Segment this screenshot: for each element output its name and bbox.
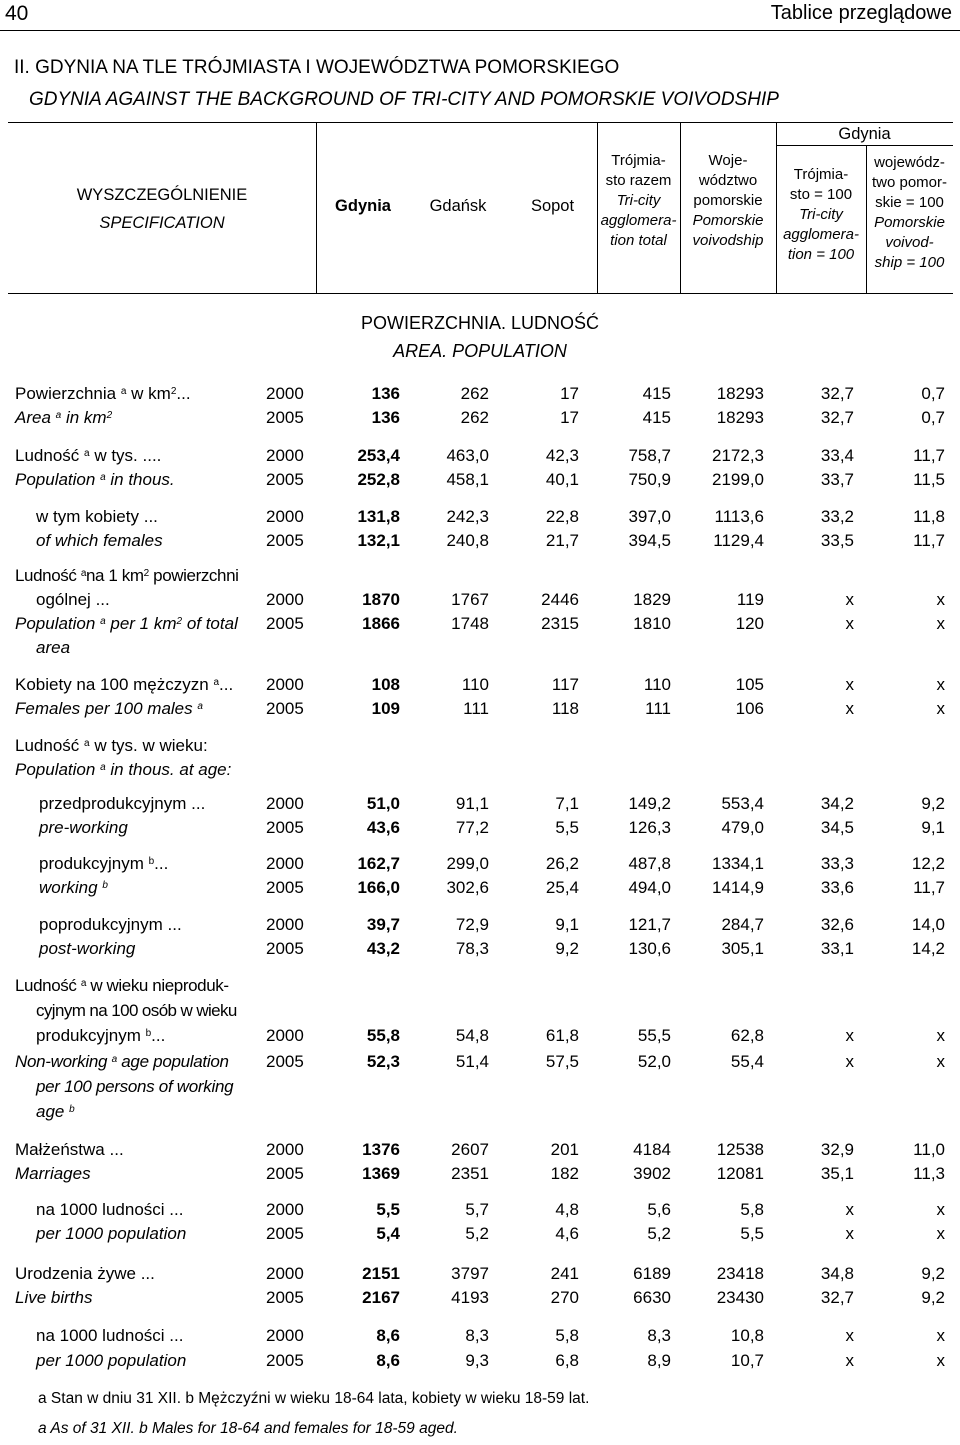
cell-sopot: 9,1 xyxy=(555,915,579,934)
cell-gdynia: 132,1 xyxy=(357,531,400,550)
cell-gdansk: 2607 xyxy=(451,1140,489,1159)
header-gdynia-voivodship-index: wojewódz- two pomor- skie = 100 Pomorskie voivod- ship = 100 xyxy=(871,154,948,271)
label-births-en: Live births xyxy=(15,1288,93,1307)
cell-gdansk: 9,3 xyxy=(465,1351,489,1370)
cell-tricity-total: 8,9 xyxy=(647,1351,671,1370)
label-births-pl: Urodzenia żywe ... xyxy=(15,1264,155,1283)
row-year: 2005 xyxy=(266,699,304,718)
label-working-pl: produkcyjnym $^b$... xyxy=(39,854,169,873)
label-density-en-1: Population $^a$ per 1 $km^2$ of total xyxy=(15,614,238,633)
label-postworking-en: post-working xyxy=(39,939,136,958)
cell-gdynia: 136 xyxy=(371,408,400,427)
cell-tricity-total: 111 xyxy=(645,699,671,718)
table-row xyxy=(0,1162,960,1186)
cell-tricity-total: 4184 xyxy=(633,1140,671,1159)
label-density-pl-1: Ludność $^a$na 1 $km^2$ powierzchni xyxy=(15,566,239,585)
cell-sopot: 17 xyxy=(560,384,579,403)
header-gdynia-group: Gdynia xyxy=(838,125,891,143)
cell-gdansk: 91,1 xyxy=(455,794,489,813)
cell-sopot: 270 xyxy=(550,1288,579,1307)
cell-gdynia-tricity-index: x xyxy=(845,699,854,718)
cell-gdynia-voivodship-index: x xyxy=(936,675,945,694)
label-age-pl: Ludność $^a$ w tys. w wieku: xyxy=(15,736,208,755)
cell-sopot: 40,1 xyxy=(545,470,579,489)
cell-gdynia: 252,8 xyxy=(357,470,400,489)
row-year: 2005 xyxy=(266,939,304,958)
cell-gdynia-tricity-index: 33,1 xyxy=(820,939,854,958)
cell-gdansk: 242,3 xyxy=(446,507,489,526)
row-year: 2005 xyxy=(266,1288,304,1307)
cell-voivodship: 1414,9 xyxy=(712,878,764,897)
row-year: 2000 xyxy=(266,1140,304,1159)
label-marriages-per1000-pl: na 1000 ludności ... xyxy=(36,1200,184,1219)
row-year: 2000 xyxy=(266,384,304,403)
header-sopot: Sopot xyxy=(530,197,575,215)
label-age-en: Population $^a$ in thous. at age: xyxy=(15,760,232,779)
cell-tricity-total: 1810 xyxy=(633,614,671,633)
cell-gdynia-tricity-index: 32,9 xyxy=(820,1140,854,1159)
cell-voivodship: 23418 xyxy=(716,1264,764,1283)
table-row xyxy=(0,382,960,406)
cell-sopot: 2315 xyxy=(541,614,579,633)
cell-gdansk: 51,4 xyxy=(455,1052,489,1071)
label-population-en: Population $^a$ in thous. xyxy=(15,470,175,489)
cell-tricity-total: 494,0 xyxy=(628,878,671,897)
cell-tricity-total: 130,6 xyxy=(628,939,671,958)
cell-gdansk: 1748 xyxy=(451,614,489,633)
cell-gdynia-tricity-index: 34,8 xyxy=(820,1264,854,1283)
cell-gdynia-tricity-index: 33,7 xyxy=(820,470,854,489)
cell-sopot: 61,8 xyxy=(545,1026,579,1045)
label-area-pl: Powierzchnia $^a$ w $km^2$... xyxy=(15,384,191,403)
cell-gdansk: 262 xyxy=(460,384,489,403)
cell-voivodship: 5,8 xyxy=(740,1200,764,1219)
label-preworking-en: pre-working xyxy=(39,818,128,837)
cell-sopot: 118 xyxy=(551,699,579,718)
label-dependency-pl-2: cyjnym na 100 osób w wieku xyxy=(36,1001,237,1020)
table-row xyxy=(0,816,960,840)
cell-gdynia-voivodship-index: 9,2 xyxy=(921,794,945,813)
label-ratio-en: Females per 100 males $^a$ xyxy=(15,699,203,718)
row-year: 2005 xyxy=(266,1351,304,1370)
cell-tricity-total: 758,7 xyxy=(628,446,671,465)
table-row xyxy=(0,1222,960,1246)
cell-gdynia-voivodship-index: 9,2 xyxy=(921,1288,945,1307)
cell-gdynia-voivodship-index: 0,7 xyxy=(921,384,945,403)
cell-sopot: 7,1 xyxy=(555,794,579,813)
cell-tricity-total: 394,5 xyxy=(628,531,671,550)
cell-sopot: 17 xyxy=(560,408,579,427)
cell-gdynia: 8,6 xyxy=(376,1326,400,1345)
row-year: 2005 xyxy=(266,614,304,633)
cell-sopot: 5,5 xyxy=(555,818,579,837)
row-year: 2005 xyxy=(266,531,304,550)
row-year: 2000 xyxy=(266,854,304,873)
row-year: 2005 xyxy=(266,1164,304,1183)
row-year: 2005 xyxy=(266,1224,304,1243)
cell-tricity-total: 149,2 xyxy=(628,794,671,813)
row-year: 2000 xyxy=(266,675,304,694)
cell-gdynia: 39,7 xyxy=(366,915,400,934)
cell-sopot: 9,2 xyxy=(555,939,579,958)
cell-gdynia-voivodship-index: x xyxy=(936,1224,945,1243)
label-density-en-2: area xyxy=(36,638,71,657)
cell-voivodship: 55,4 xyxy=(730,1052,764,1071)
header-gdynia: Gdynia xyxy=(335,197,391,215)
cell-gdynia: 8,6 xyxy=(376,1351,400,1370)
running-header: Tablice przeglądowe xyxy=(770,2,952,24)
cell-gdansk: 54,8 xyxy=(455,1026,489,1045)
header-specification: WYSZCZEGÓLNIENIE SPECIFICATION xyxy=(76,186,248,232)
cell-sopot: 201 xyxy=(550,1140,579,1159)
cell-gdynia-voivodship-index: 11,3 xyxy=(913,1164,945,1183)
page-header-bar xyxy=(0,0,960,31)
cell-gdansk: 4193 xyxy=(451,1288,489,1307)
cell-sopot: 2446 xyxy=(541,590,579,609)
cell-voivodship: 5,5 xyxy=(740,1224,764,1243)
label-dependency-pl-3: produkcyjnym $^b$... xyxy=(36,1026,166,1045)
label-dependency-en-3: age $^b$ xyxy=(36,1102,75,1121)
label-density-pl-2: ogólnej ... xyxy=(36,590,110,609)
cell-gdynia: 109 xyxy=(371,699,400,718)
row-year: 2000 xyxy=(266,507,304,526)
row-year: 2005 xyxy=(266,1052,304,1071)
cell-gdynia-tricity-index: x xyxy=(845,614,854,633)
row-year: 2000 xyxy=(266,1264,304,1283)
row-year: 2000 xyxy=(266,590,304,609)
label-dependency-pl-1: Ludność $^a$ w wieku nieproduk- xyxy=(15,976,229,995)
cell-voivodship: 120 xyxy=(735,614,764,633)
cell-gdynia: 51,0 xyxy=(366,794,400,813)
cell-sopot: 22,8 xyxy=(545,507,579,526)
row-year: 2005 xyxy=(266,818,304,837)
label-dependency-en-2: per 100 persons of working xyxy=(36,1077,234,1096)
row-year: 2000 xyxy=(266,446,304,465)
cell-gdynia-tricity-index: x xyxy=(845,1052,854,1071)
cell-tricity-total: 487,8 xyxy=(628,854,671,873)
table-row xyxy=(0,1286,960,1310)
cell-gdynia-tricity-index: 32,7 xyxy=(820,384,854,403)
cell-gdynia-voivodship-index: 11,0 xyxy=(913,1140,945,1159)
table-title-en: GDYNIA AGAINST THE BACKGROUND OF TRI-CITY AND POMORSKIE VOIVODSHIP xyxy=(29,89,779,110)
cell-voivodship: 106 xyxy=(735,699,764,718)
cell-gdansk: 240,8 xyxy=(446,531,489,550)
cell-voivodship: 2199,0 xyxy=(712,470,764,489)
cell-gdynia-voivodship-index: 12,2 xyxy=(911,854,945,873)
cell-gdynia-voivodship-index: x xyxy=(936,699,945,718)
table-title-pl: II. GDYNIA NA TLE TRÓJMIASTA I WOJEWÓDZTWA POMORSKIEGO xyxy=(14,57,620,78)
table-row xyxy=(0,1262,960,1286)
cell-gdynia-tricity-index: x xyxy=(845,675,854,694)
footnote-en: a As of 31 XII. b Males for 18-64 and females for 18-59 aged. xyxy=(38,1420,458,1437)
table-row xyxy=(0,1349,960,1373)
label-dependency-en-1: Non-working $^a$ age population xyxy=(15,1052,229,1071)
cell-sopot: 25,4 xyxy=(545,878,579,897)
table-row xyxy=(0,529,960,553)
table-row xyxy=(0,673,960,697)
cell-tricity-total: 415 xyxy=(642,408,671,427)
cell-sopot: 57,5 xyxy=(545,1052,579,1071)
row-year: 2000 xyxy=(266,1326,304,1345)
cell-tricity-total: 126,3 xyxy=(628,818,671,837)
label-area-en: Area $^a$ in $km^2$ xyxy=(15,408,113,427)
table-row xyxy=(0,406,960,430)
cell-voivodship: 1113,6 xyxy=(714,507,764,526)
cell-gdynia-voivodship-index: x xyxy=(936,590,945,609)
cell-gdynia-voivodship-index: 0,7 xyxy=(921,408,945,427)
cell-gdynia: 1376 xyxy=(362,1140,400,1159)
cell-gdansk: 3797 xyxy=(451,1264,489,1283)
cell-tricity-total: 121,7 xyxy=(628,915,671,934)
cell-gdynia-tricity-index: x xyxy=(845,590,854,609)
cell-gdansk: 458,1 xyxy=(446,470,489,489)
cell-sopot: 26,2 xyxy=(545,854,579,873)
table-row xyxy=(0,1324,960,1348)
cell-voivodship: 62,8 xyxy=(730,1026,764,1045)
label-population-pl: Ludność $^a$ w tys. .... xyxy=(15,446,162,465)
cell-gdynia-tricity-index: 32,6 xyxy=(820,915,854,934)
cell-gdynia-tricity-index: 33,5 xyxy=(820,531,854,550)
cell-voivodship: 10,7 xyxy=(730,1351,764,1370)
cell-gdynia-voivodship-index: 11,7 xyxy=(913,878,945,897)
cell-gdynia: 162,7 xyxy=(357,854,400,873)
cell-tricity-total: 1829 xyxy=(633,590,671,609)
cell-gdynia-tricity-index: 33,6 xyxy=(820,878,854,897)
cell-voivodship: 12538 xyxy=(716,1140,764,1159)
table-row xyxy=(0,876,960,900)
cell-gdynia: 253,4 xyxy=(357,446,400,465)
row-year: 2000 xyxy=(266,1026,304,1045)
table-row xyxy=(0,468,960,492)
cell-gdynia-voivodship-index: 9,1 xyxy=(921,818,945,837)
cell-tricity-total: 5,2 xyxy=(647,1224,671,1243)
cell-gdynia-voivodship-index: 11,7 xyxy=(913,446,945,465)
cell-sopot: 21,7 xyxy=(545,531,579,550)
label-ratio-pl: Kobiety na 100 mężczyzn $^a$... xyxy=(15,675,234,694)
cell-gdynia: 43,6 xyxy=(366,818,400,837)
cell-gdansk: 5,2 xyxy=(465,1224,489,1243)
cell-gdynia-voivodship-index: 11,5 xyxy=(913,470,945,489)
section-heading: POWIERZCHNIA. LUDNOŚĆ AREA. POPULATION xyxy=(360,313,600,361)
cell-sopot: 6,8 xyxy=(555,1351,579,1370)
label-working-en: working $^b$ xyxy=(39,878,108,897)
label-births-per1000-pl: na 1000 ludności ... xyxy=(36,1326,184,1345)
cell-tricity-total: 6630 xyxy=(633,1288,671,1307)
cell-gdynia-voivodship-index: 9,2 xyxy=(921,1264,945,1283)
table-row xyxy=(0,913,960,937)
cell-voivodship: 305,1 xyxy=(721,939,764,958)
cell-gdynia: 136 xyxy=(371,384,400,403)
cell-gdynia: 1866 xyxy=(362,614,400,633)
cell-gdansk: 262 xyxy=(460,408,489,427)
header-voivodship: Woje- wództwo pomorskie Pomorskie voivodship xyxy=(692,152,764,249)
cell-voivodship: 2172,3 xyxy=(712,446,764,465)
row-year: 2005 xyxy=(266,408,304,427)
cell-gdynia-tricity-index: x xyxy=(845,1326,854,1345)
label-marriages-en: Marriages xyxy=(15,1164,91,1183)
cell-gdansk: 463,0 xyxy=(446,446,489,465)
cell-voivodship: 1129,4 xyxy=(713,531,764,550)
cell-tricity-total: 55,5 xyxy=(637,1026,671,1045)
table-row xyxy=(0,588,960,612)
cell-sopot: 182 xyxy=(550,1164,579,1183)
cell-gdynia-voivodship-index: 11,8 xyxy=(913,507,945,526)
row-year: 2000 xyxy=(266,915,304,934)
cell-sopot: 4,8 xyxy=(555,1200,579,1219)
table-row xyxy=(0,937,960,961)
table-header xyxy=(8,122,953,294)
table-row xyxy=(0,1024,960,1048)
cell-gdynia: 43,2 xyxy=(366,939,400,958)
cell-gdynia-voivodship-index: 14,0 xyxy=(911,915,945,934)
cell-sopot: 241 xyxy=(550,1264,579,1283)
cell-gdynia-tricity-index: 35,1 xyxy=(820,1164,854,1183)
cell-voivodship: 18293 xyxy=(716,408,764,427)
cell-gdynia-tricity-index: 33,4 xyxy=(820,446,854,465)
cell-gdynia-voivodship-index: 11,7 xyxy=(913,531,945,550)
cell-gdansk: 302,6 xyxy=(446,878,489,897)
cell-tricity-total: 750,9 xyxy=(628,470,671,489)
cell-gdynia-tricity-index: x xyxy=(845,1026,854,1045)
label-postworking-pl: poprodukcyjnym ... xyxy=(39,915,182,934)
cell-gdynia-tricity-index: 32,7 xyxy=(820,408,854,427)
cell-voivodship: 479,0 xyxy=(721,818,764,837)
cell-gdynia: 5,5 xyxy=(376,1200,400,1219)
cell-tricity-total: 8,3 xyxy=(647,1326,671,1345)
cell-gdansk: 72,9 xyxy=(455,915,489,934)
table-row xyxy=(0,505,960,529)
table-row xyxy=(0,852,960,876)
cell-gdansk: 8,3 xyxy=(465,1326,489,1345)
cell-sopot: 42,3 xyxy=(545,446,579,465)
cell-gdynia-voivodship-index: x xyxy=(936,1200,945,1219)
cell-gdynia-voivodship-index: x xyxy=(936,1026,945,1045)
cell-gdynia: 2151 xyxy=(362,1264,400,1283)
cell-tricity-total: 415 xyxy=(642,384,671,403)
table-row xyxy=(0,612,960,636)
cell-sopot: 4,6 xyxy=(555,1224,579,1243)
table-row xyxy=(0,792,960,816)
cell-gdynia-tricity-index: x xyxy=(845,1224,854,1243)
row-year: 2000 xyxy=(266,794,304,813)
cell-voivodship: 18293 xyxy=(716,384,764,403)
header-tricity-total: Trójmia- sto razem Tri-city agglomera- tion total xyxy=(600,152,677,249)
footnote-pl: a Stan w dniu 31 XII. b Mężczyźni w wieku 18-64 lata, kobiety w wieku 18-59 lat. xyxy=(38,1390,590,1407)
cell-gdynia-voivodship-index: x xyxy=(936,1351,945,1370)
cell-gdansk: 77,2 xyxy=(455,818,489,837)
cell-gdynia: 131,8 xyxy=(357,507,400,526)
cell-gdansk: 5,7 xyxy=(465,1200,489,1219)
header-gdansk: Gdańsk xyxy=(429,197,487,215)
cell-gdansk: 1767 xyxy=(451,590,489,609)
cell-gdynia-tricity-index: 33,2 xyxy=(820,507,854,526)
cell-gdynia: 55,8 xyxy=(366,1026,400,1045)
cell-gdynia-tricity-index: 34,2 xyxy=(820,794,854,813)
label-marriages-per1000-en: per 1000 population xyxy=(36,1224,187,1243)
cell-gdynia-voivodship-index: x xyxy=(936,1326,945,1345)
label-births-per1000-en: per 1000 population xyxy=(36,1351,187,1370)
table-row xyxy=(0,444,960,468)
page-number: 40 xyxy=(5,2,29,25)
cell-voivodship: 1334,1 xyxy=(712,854,764,873)
label-preworking-pl: przedprodukcyjnym ... xyxy=(39,794,206,813)
cell-gdynia-voivodship-index: x xyxy=(936,1052,945,1071)
cell-gdansk: 111 xyxy=(463,699,489,718)
label-females-pl: w tym kobiety ... xyxy=(36,507,158,526)
cell-gdansk: 2351 xyxy=(451,1164,489,1183)
cell-gdynia: 108 xyxy=(371,675,400,694)
table-row xyxy=(0,697,960,721)
cell-voivodship: 119 xyxy=(736,590,764,609)
table-row xyxy=(0,1138,960,1162)
cell-tricity-total: 397,0 xyxy=(628,507,671,526)
header-gdynia-tricity-index: Trójmia- sto = 100 Tri-city agglomera- tion = 100 xyxy=(783,166,859,263)
cell-gdynia: 5,4 xyxy=(376,1224,400,1243)
cell-voivodship: 23430 xyxy=(716,1288,764,1307)
cell-tricity-total: 110 xyxy=(643,675,671,694)
row-year: 2005 xyxy=(266,470,304,489)
cell-gdynia-voivodship-index: x xyxy=(936,614,945,633)
cell-gdynia: 166,0 xyxy=(357,878,400,897)
cell-gdansk: 299,0 xyxy=(446,854,489,873)
label-females-en: of which females xyxy=(36,531,163,550)
cell-gdynia-tricity-index: 34,5 xyxy=(820,818,854,837)
cell-voivodship: 105 xyxy=(735,675,764,694)
label-marriages-pl: Małżeństwa ... xyxy=(15,1140,124,1159)
cell-gdynia: 52,3 xyxy=(366,1052,400,1071)
cell-tricity-total: 5,6 xyxy=(647,1200,671,1219)
cell-sopot: 117 xyxy=(551,675,579,694)
cell-gdynia: 1369 xyxy=(362,1164,400,1183)
cell-gdynia-tricity-index: x xyxy=(845,1200,854,1219)
cell-gdynia-voivodship-index: 14,2 xyxy=(911,939,945,958)
table-row xyxy=(0,1050,960,1074)
cell-tricity-total: 6189 xyxy=(633,1264,671,1283)
row-year: 2000 xyxy=(266,1200,304,1219)
cell-gdansk: 110 xyxy=(461,675,489,694)
cell-gdynia-tricity-index: 33,3 xyxy=(820,854,854,873)
cell-gdansk: 78,3 xyxy=(455,939,489,958)
table-row xyxy=(0,1198,960,1222)
cell-voivodship: 553,4 xyxy=(721,794,764,813)
row-year: 2005 xyxy=(266,878,304,897)
cell-gdynia-tricity-index: 32,7 xyxy=(820,1288,854,1307)
cell-gdynia: 1870 xyxy=(362,590,400,609)
cell-voivodship: 12081 xyxy=(716,1164,764,1183)
cell-gdynia-tricity-index: x xyxy=(845,1351,854,1370)
cell-voivodship: 10,8 xyxy=(730,1326,764,1345)
cell-gdynia: 2167 xyxy=(362,1288,400,1307)
cell-sopot: 5,8 xyxy=(555,1326,579,1345)
cell-voivodship: 284,7 xyxy=(721,915,764,934)
cell-tricity-total: 3902 xyxy=(633,1164,671,1183)
cell-tricity-total: 52,0 xyxy=(637,1052,671,1071)
